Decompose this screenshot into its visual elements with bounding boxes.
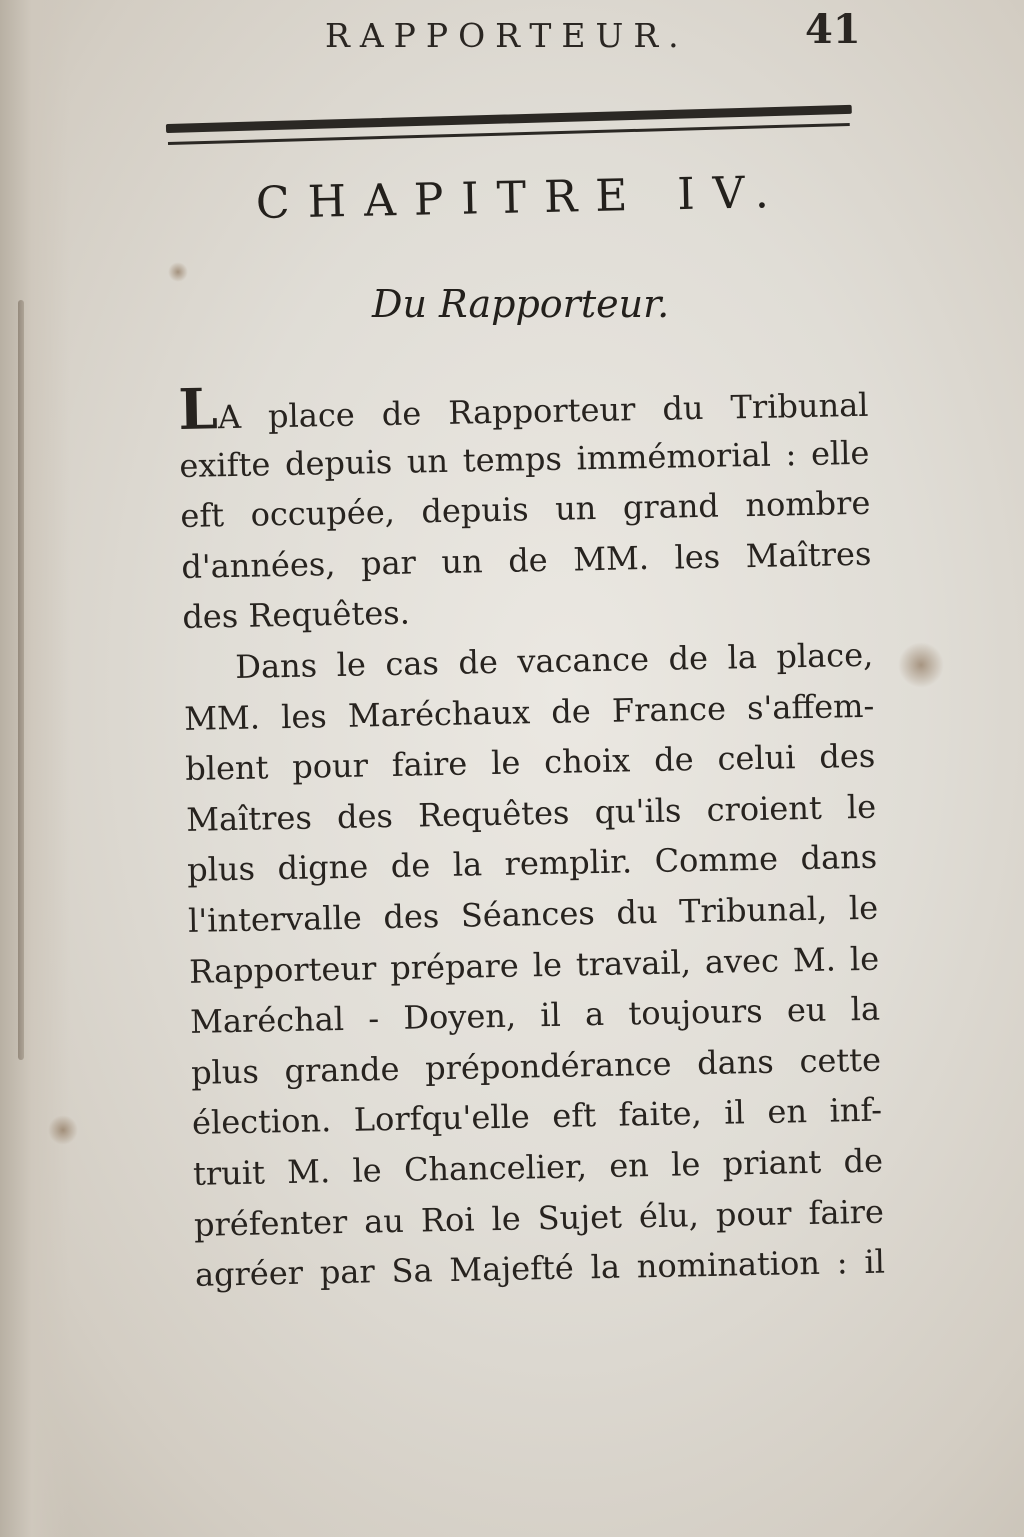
text-line: élection. Lorfqu'elle eft faite, il en inf- <box>191 1090 883 1143</box>
chapter-subtitle: Du Rapporteur. <box>372 282 670 326</box>
text-line: Maîtres des Requêtes qu'ils croient le <box>185 787 877 839</box>
text-line: truit M. le Chancelier, en le priant de <box>192 1141 884 1193</box>
text-line: plus grande prépondérance dans cette <box>190 1040 882 1092</box>
text-line: l'intervalle des Séances du Tribunal, le <box>187 888 879 940</box>
text-line: Dans le cas de vacance de la place, <box>234 635 874 686</box>
chapter-title: CHAPITRE IV. <box>255 166 788 229</box>
page-gutter <box>0 0 70 1537</box>
page-number: 41 <box>805 6 861 53</box>
running-head: RAPPORTEUR. <box>325 16 689 55</box>
ink-smudge <box>168 262 188 282</box>
text-line: préfenter au Roi le Sujet élu, pour faire <box>193 1192 885 1244</box>
ink-smudge <box>48 1115 78 1145</box>
drop-cap: L <box>177 376 219 443</box>
text-line-content: A place de Rapporteur du Tribunal <box>217 385 869 437</box>
ink-smudge <box>898 642 944 688</box>
text-line: des Requêtes. <box>182 593 411 637</box>
text-line: Maréchal - Doyen, il a toujours eu la <box>189 989 881 1042</box>
text-line: agréer par Sa Majefté la nomination : il <box>194 1242 886 1294</box>
text-line: MM. les Maréchaux de France s'affem- <box>183 686 875 738</box>
text-line: d'années, par un de MM. les Maîtres <box>181 534 872 586</box>
text-line: blent pour faire le choix de celui des <box>184 736 876 789</box>
binding-crease <box>18 300 24 1060</box>
text-line: Rapporteur prépare le travail, avec M. le <box>188 939 880 991</box>
body-text <box>178 377 885 1301</box>
text-line: exifte depuis un temps immémorial : elle <box>179 433 870 485</box>
text-line: plus digne de la remplir. Comme dans <box>186 838 878 890</box>
text-line: eft occupée, depuis un grand nombre <box>180 483 871 536</box>
